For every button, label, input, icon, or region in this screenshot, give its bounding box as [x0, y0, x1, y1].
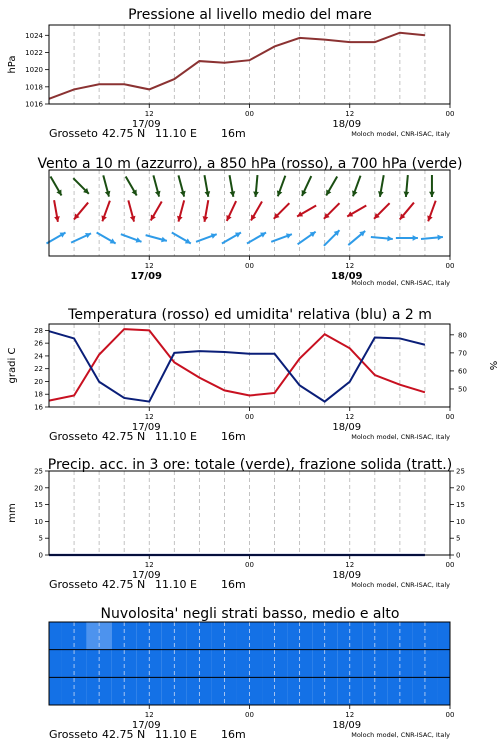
location-name: Grosseto	[49, 127, 98, 140]
y-right-tick-label: 80	[458, 331, 467, 340]
wind-arrow-10m	[371, 236, 393, 242]
wind-arrow-700	[178, 175, 185, 196]
y-right-tick-label: 10	[456, 517, 465, 526]
date-label: 17/09	[130, 271, 162, 282]
x-tick-label: 12	[345, 561, 355, 569]
location-lat: 42.75 N	[102, 728, 146, 741]
location-alt: 16m	[221, 430, 246, 443]
chart-title: Nuvolosita' negli strati basso, medio e alto	[100, 606, 400, 622]
date-label: 17/09	[131, 570, 161, 581]
wind-arrow-700	[404, 175, 410, 197]
wind-arrow-700	[277, 176, 285, 197]
temp_rh-panel	[7, 307, 498, 443]
y-axis-label: mm	[7, 503, 18, 523]
y-tick-label: 24	[34, 352, 43, 361]
wind-arrow-10m	[421, 235, 443, 241]
wind-arrow-700	[126, 176, 137, 195]
date-label: 17/09	[131, 119, 161, 130]
y-right-tick-label: 0	[456, 551, 461, 560]
x-tick-label: 00	[445, 561, 455, 569]
date-label: 18/09	[331, 271, 363, 282]
arrow-head	[253, 191, 259, 196]
cloud-cell	[49, 677, 62, 705]
location-lat: 42.75 N	[102, 578, 146, 591]
x-tick-label: 12	[144, 413, 154, 421]
x-tick-label: 12	[144, 262, 154, 270]
x-tick-label: 00	[245, 262, 254, 270]
model-credit: Moloch model, CNR-ISAC, Italy	[351, 130, 450, 138]
y-tick-label: 22	[34, 365, 43, 374]
arrow-head	[413, 235, 418, 241]
x-tick-label: 12	[345, 110, 355, 118]
cloud-cell	[437, 650, 450, 678]
wind-arrow-850	[128, 200, 135, 221]
arrow-head	[437, 235, 442, 241]
location-name: Grosseto	[49, 578, 98, 591]
y-tick-label: 1022	[25, 48, 43, 57]
wind-arrow-700	[51, 176, 62, 195]
temperature-line	[49, 329, 425, 401]
model-credit: Moloch model, CNR-ISAC, Italy	[351, 433, 450, 441]
wind-arrow-850	[101, 201, 109, 222]
location-alt: 16m	[221, 578, 246, 591]
location-alt: 16m	[221, 728, 246, 741]
cloud-cell	[49, 650, 62, 678]
wind-arrow-700	[204, 175, 210, 197]
humidity-line	[49, 331, 425, 401]
chart-title: Precip. acc. in 3 ore: totale (verde), frazione solida (tratt.)	[47, 457, 453, 473]
x-tick-label: 00	[445, 413, 455, 421]
wind-arrow-700	[253, 175, 259, 197]
wind-arrow-850	[226, 201, 236, 221]
x-tick-label: 12	[144, 711, 154, 719]
y-axis-label: gradi C	[7, 347, 18, 384]
precip-panel	[7, 457, 465, 591]
y-tick-label: 15	[34, 501, 43, 510]
wind-arrow-850	[177, 200, 184, 221]
y-tick-label: 18	[34, 390, 43, 399]
location-lon: 11.10 E	[155, 578, 197, 591]
date-label: 18/09	[332, 422, 362, 433]
date-label: 18/09	[332, 720, 362, 731]
x-tick-label: 00	[445, 262, 455, 270]
wind-arrow-10m	[396, 235, 418, 241]
y-tick-label: 1018	[25, 83, 43, 92]
wind-arrow-700	[326, 176, 337, 195]
location-alt: 16m	[221, 127, 246, 140]
x-tick-label: 12	[144, 110, 154, 118]
arrow-head	[429, 192, 435, 197]
x-tick-label: 00	[445, 711, 455, 719]
y-right-tick-label: 20	[456, 484, 465, 493]
model-credit: Moloch model, CNR-ISAC, Italy	[351, 581, 450, 589]
model-credit: Moloch model, CNR-ISAC, Italy	[351, 731, 450, 739]
chart-title: Pressione al livello medio del mare	[128, 7, 372, 23]
wind-arrow-850	[74, 203, 88, 220]
x-tick-label: 00	[445, 110, 455, 118]
date-label: 18/09	[332, 119, 362, 130]
wind-arrow-850	[251, 201, 262, 220]
location-lon: 11.10 E	[155, 430, 197, 443]
pressure-line	[49, 33, 425, 99]
y-axis-label-right: %	[487, 360, 498, 371]
location-name: Grosseto	[49, 430, 98, 443]
chart-title: Vento a 10 m (azzurro), a 850 hPa (rosso), a 700 hPa (verde)	[37, 156, 463, 172]
wind-arrow-850	[374, 203, 390, 219]
cloud-cell	[437, 622, 450, 650]
wind-arrow-700	[352, 176, 360, 197]
y-axis-label: hPa	[7, 55, 18, 74]
y-tick-label: 25	[34, 467, 43, 476]
wind-arrow-850	[324, 203, 340, 219]
y-tick-label: 1024	[25, 31, 43, 40]
wind-arrow-700	[103, 175, 110, 196]
location-lon: 11.10 E	[155, 728, 197, 741]
y-tick-label: 20	[34, 484, 43, 493]
wind-panel	[37, 156, 462, 291]
y-tick-label: 5	[38, 534, 43, 543]
x-tick-label: 12	[345, 262, 355, 270]
x-tick-label: 00	[245, 561, 254, 569]
y-right-tick-label: 70	[458, 349, 467, 358]
y-tick-label: 16	[34, 403, 43, 412]
location-lat: 42.75 N	[102, 127, 146, 140]
y-tick-label: 28	[34, 326, 43, 335]
wind-arrow-850	[274, 203, 290, 219]
y-tick-label: 0	[38, 551, 43, 560]
date-label: 17/09	[131, 720, 161, 731]
wind-arrow-850	[54, 200, 60, 222]
wind-arrow-850	[400, 203, 414, 220]
wind-arrow-10m	[298, 232, 316, 245]
location-name: Grosseto	[49, 728, 98, 741]
y-tick-label: 20	[34, 377, 43, 386]
wind-arrow-700	[230, 175, 236, 197]
y-right-tick-label: 5	[456, 534, 461, 543]
location-lat: 42.75 N	[102, 430, 146, 443]
wind-arrow-700	[378, 175, 384, 197]
cloud-cell	[437, 677, 450, 705]
x-tick-label: 12	[345, 413, 355, 421]
y-tick-label: 1020	[25, 66, 43, 75]
y-right-tick-label: 15	[456, 501, 465, 510]
pressure-panel	[7, 7, 454, 140]
wind-arrow-10m	[348, 231, 365, 245]
cloud-panel	[49, 606, 454, 741]
date-label: 17/09	[131, 422, 161, 433]
chart-title: Temperatura (rosso) ed umidita' relativa (blu) a 2 m	[68, 307, 432, 323]
y-tick-label: 1016	[25, 100, 43, 109]
x-tick-label: 00	[245, 110, 254, 118]
y-tick-label: 26	[34, 339, 43, 348]
arrow-head	[387, 236, 392, 242]
wind-arrow-850	[427, 201, 435, 222]
x-tick-label: 00	[245, 711, 254, 719]
wind-arrow-10m	[324, 230, 340, 246]
x-tick-label: 00	[245, 413, 254, 421]
wind-arrow-850	[203, 200, 209, 222]
y-tick-label: 10	[34, 517, 43, 526]
wind-arrow-700	[302, 176, 312, 196]
y-right-tick-label: 25	[456, 467, 465, 476]
wind-arrow-700	[73, 178, 89, 194]
wind-arrow-700	[153, 175, 160, 196]
y-right-tick-label: 50	[458, 385, 467, 394]
arrow-head	[404, 191, 410, 196]
cloud-cell	[49, 622, 62, 650]
x-tick-label: 12	[345, 711, 355, 719]
x-tick-label: 12	[144, 561, 154, 569]
y-right-tick-label: 60	[458, 367, 467, 376]
model-credit: Moloch model, CNR-ISAC, Italy	[351, 279, 450, 287]
date-label: 18/09	[332, 570, 362, 581]
location-lon: 11.10 E	[155, 127, 197, 140]
wind-arrow-850	[151, 201, 162, 220]
wind-arrow-10m	[146, 235, 167, 242]
wind-arrow-700	[429, 175, 435, 197]
